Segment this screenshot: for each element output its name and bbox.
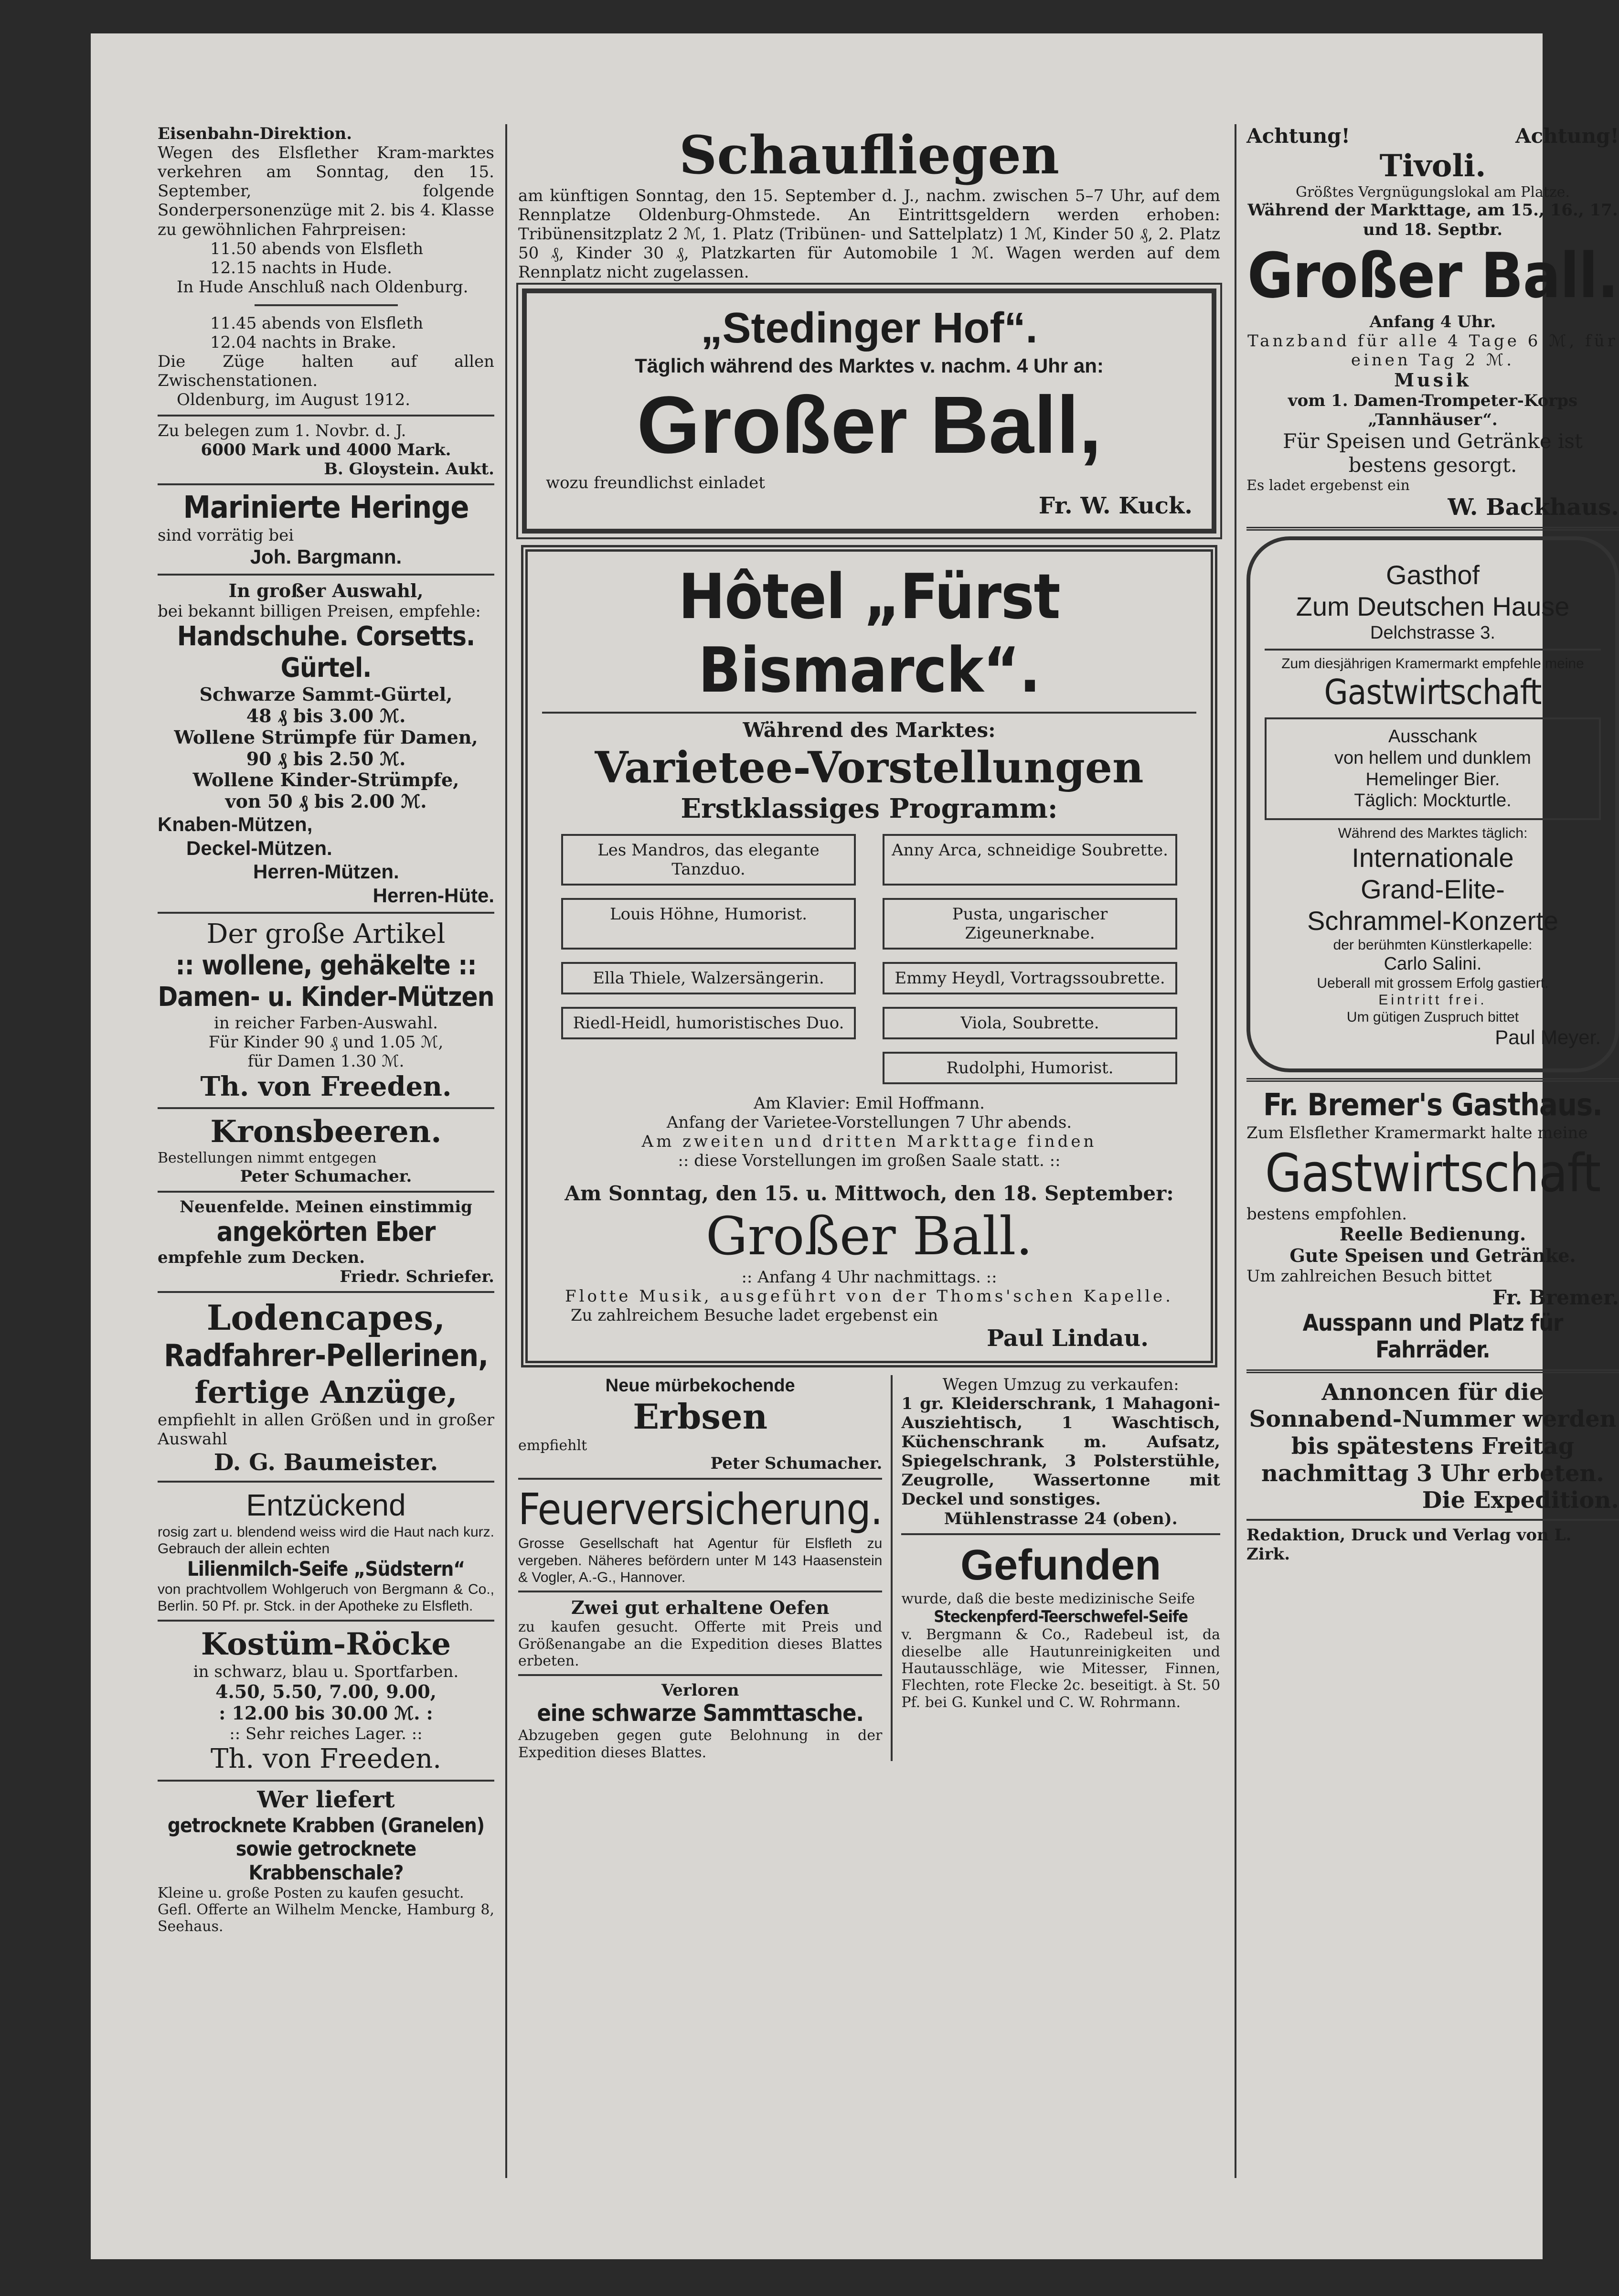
ad-text: Mühlenstrasse 24 (oben). — [944, 1509, 1178, 1528]
ad-text: von 50 ₰ bis 2.00 ℳ. — [225, 790, 427, 812]
ad-text: Delchstrasse 3. — [1370, 622, 1495, 643]
ad-title: Wer liefert — [257, 1786, 395, 1814]
ad-text: Carlo Salini. — [1384, 954, 1482, 974]
ad-belegen — [158, 421, 494, 479]
sub-column-left — [518, 1375, 893, 1761]
ad-headline: Erstklassiges Programm: — [681, 792, 1058, 824]
ad-headline: sowie getrocknete Krabbenschale? — [235, 1837, 416, 1884]
ad-text: von prachtvollem Wohlgeruch von Bergmann & Co., Berlin. 50 Pf. pr. Stck. in der Apotheke zu Elsfleth. — [158, 1581, 494, 1614]
act-cell: Riedl-Heidl, humoristisches Duo. — [561, 1007, 856, 1039]
ad-headline: getrocknete Krabben (Granelen) — [167, 1813, 485, 1837]
ad-title: Zum Deutschen Hause — [1296, 591, 1570, 621]
column-right — [1246, 124, 1619, 1564]
ad-text: für Damen 1.30 ℳ. — [247, 1051, 405, 1071]
ad-annoncen — [1246, 1379, 1619, 1514]
ad-text: v. Bergmann & Co., Radebeul ist, da dieselbe alle Hautunreinigkeiten und Hautausschläge, wie Mitesser, Finnen, Flechten, rote Flecke 2c. beseitigt. à St. 50 Pf. bei G. Kunkel und C. W. Rohrmann. — [901, 1626, 1220, 1711]
ad-signature: Joh. Bargmann. — [250, 545, 402, 568]
ad-deutsches-haus — [1246, 536, 1619, 1072]
ad-text: Achtung! — [1515, 124, 1619, 148]
ad-text: Während des Marktes täglich: — [1338, 825, 1528, 842]
ad-title: Feuerversicherung. — [518, 1484, 883, 1535]
ad-signature: B. Gloystein. Aukt. — [324, 459, 494, 479]
ad-signature: Friedr. Schriefer. — [340, 1267, 494, 1287]
ad-krabben — [158, 1786, 494, 1935]
ad-title: Marinierte Heringe — [183, 490, 469, 525]
ad-signature: Fr. Bremer. — [1492, 1286, 1619, 1310]
ad-text: 48 ₰ bis 3.00 ℳ. — [246, 705, 406, 726]
ad-text: Größtes Vergnügungslokal am Platze. — [1296, 184, 1570, 201]
ad-text: empfiehlt in allen Größen und in großer Auswahl — [158, 1410, 494, 1449]
column-rule-1 — [505, 124, 507, 2178]
ad-title: „Stedinger Hof“. — [701, 304, 1038, 352]
ad-text: Neue mürbekochende — [605, 1375, 795, 1396]
ad-text: der berühmten Künstlerkapelle: — [1333, 937, 1533, 953]
ad-text: 4.50, 5.50, 7.00, 9.00, — [215, 1681, 437, 1703]
ad-headline: Gastwirtschaft — [1324, 672, 1542, 712]
ad-title: Kronsbeeren. — [210, 1113, 442, 1150]
ad-text: 12.04 nachts in Brake. — [210, 333, 396, 352]
ad-text: Tanzband für alle 4 Tage 6 ℳ, für einen Tag 2 ℳ. — [1247, 331, 1618, 370]
ad-signature: Paul Meyer. — [1495, 1026, 1601, 1049]
ad-title: Gefunden — [960, 1541, 1161, 1589]
ad-text: bestens empfohlen. — [1246, 1205, 1407, 1224]
ad-text: Zu zahlreichem Besuche ladet ergebenst ein — [571, 1306, 938, 1325]
ad-entzueckend — [158, 1487, 494, 1615]
ad-text: :: diese Vorstellungen im großen Saale statt. :: — [678, 1151, 1061, 1171]
ad-text: Während der Markttage, am 15., 16., 17. und 18. Septbr. — [1247, 201, 1618, 239]
ad-text: Am Klavier: Emil Hoffmann. — [754, 1094, 985, 1113]
ad-text: bei bekannt billigen Preisen, empfehle: — [158, 601, 481, 621]
acts-grid — [561, 834, 1177, 1084]
ad-text: 6000 Mark und 4000 Mark. — [201, 440, 451, 459]
ad-title: Kostüm-Röcke — [201, 1626, 451, 1662]
ad-signature: Peter Schumacher. — [240, 1166, 412, 1186]
ad-text: 12.15 nachts in Hude. — [210, 258, 392, 278]
ad-kronsbeeren — [158, 1114, 494, 1186]
ad-text: Oldenburg, im August 1912. — [177, 390, 411, 410]
ad-tivoli — [1246, 124, 1619, 521]
ad-title: Schaufliegen — [679, 124, 1060, 186]
ad-text: Wegen Umzug zu verkaufen: — [942, 1375, 1179, 1394]
ad-text: Wollene Strümpfe für Damen, — [174, 726, 478, 748]
ad-headline: Schrammel-Konzerte — [1307, 905, 1558, 936]
ad-text: 11.45 abends von Elsfleth — [210, 313, 424, 333]
ad-text: Achtung! — [1246, 124, 1350, 148]
ad-text: Herren-Hüte. — [373, 884, 494, 907]
ad-text: 11.50 abends von Elsfleth — [210, 239, 424, 258]
ad-text: Zum diesjährigen Kramermarkt empfehle meine — [1281, 655, 1584, 672]
ad-text: In großer Auswahl, — [228, 580, 424, 602]
ad-text: :: Sehr reiches Lager. :: — [229, 1724, 423, 1744]
ad-text: Neuenfelde. Meinen einstimmig — [180, 1197, 472, 1217]
ad-signature: W. Backhaus. — [1448, 493, 1619, 521]
sub-column-right — [893, 1375, 1220, 1761]
ad-text: Ausschank — [1388, 726, 1477, 747]
ad-fuerst-bismarck — [521, 545, 1217, 1367]
ad-signature: Th. von Freeden. — [200, 1070, 452, 1102]
act-cell: Anny Arca, schneidige Soubrette. — [883, 834, 1177, 886]
imprint: Redaktion, Druck und Verlag von L. Zirk. — [1246, 1525, 1572, 1564]
ad-signature: Fr. W. Kuck. — [1038, 492, 1193, 519]
column-rule-2 — [1235, 124, 1236, 2178]
ad-text: empfiehlt — [518, 1437, 587, 1454]
ad-signature: Die Expedition. — [1422, 1487, 1619, 1514]
ad-text: Für Speisen und Getränke ist bestens gesorgt. — [1283, 429, 1583, 477]
ad-headline: Damen- u. Kinder-Mützen — [158, 982, 494, 1013]
ad-text: am künftigen Sonntag, den 15. September d. J., nachm. zwischen 5–7 Uhr, auf dem Rennplatze Oldenburg-Ohmstede. An Eintrittsgeldern werden erhoben: Tribünensitzplatz 2 ℳ, 1. Platz (Tribünen- und Sattelplatz) 1 ℳ, Kinder 50 ₰, 2. Platz 50 ₰, Kinder 30 ₰, Platzkarten für Automobile 1 ℳ. Wagen werden auf dem Rennplatz nicht zugelassen. — [518, 186, 1220, 282]
ad-title: Hôtel „Fürst Bismarck“. — [678, 560, 1060, 706]
ad-text: in reicher Farben-Auswahl. — [214, 1013, 438, 1033]
ad-title: Lodencapes, — [206, 1297, 446, 1338]
ad-title: Zwei gut erhaltene Oefen — [571, 1597, 830, 1619]
ad-text: Kleine u. große Posten zu kaufen gesucht. — [158, 1884, 464, 1901]
ad-text: Täglich: Mockturtle. — [1354, 790, 1512, 811]
ad-text: Grosse Gesellschaft hat Agentur für Elsfleth zu vergeben. Näheres befördern unter M 143 Haasenstein & Vogler, A.-G., Hannover. — [518, 1536, 883, 1585]
newspaper-page — [91, 33, 1619, 2259]
ad-text: Anfang der Varietee-Vorstellungen 7 Uhr abends. — [666, 1113, 1072, 1132]
ad-text: zu kaufen gesucht. Offerte mit Preis und Größenangabe an die Expedition dieses Blattes erbeten. — [518, 1619, 883, 1669]
ad-text: Bestellungen nimmt entgegen — [158, 1150, 377, 1167]
ad-text: Annoncen für die Sonnabend-Nummer werden bis spätestens Freitag nachmittag 3 Uhr erbeten. — [1249, 1378, 1617, 1487]
ad-text: Zum Elsflether Kramermarkt halte meine — [1246, 1123, 1588, 1143]
ad-title: Tivoli. — [1379, 148, 1486, 184]
ad-text: wurde, daß die beste medizinische Seife — [901, 1590, 1195, 1607]
ad-headline: Lilienmilch-Seife „Südstern“ — [187, 1557, 465, 1581]
ad-schaufliegen — [518, 124, 1220, 282]
ad-headline: Steckenpferd-Teerschwefel-Seife — [934, 1607, 1188, 1627]
ad-text: Die Züge halten auf allen Zwischenstationen. — [158, 352, 494, 391]
ad-text: : 12.00 bis 30.00 ℳ. : — [219, 1702, 433, 1724]
ad-text: Wegen des Elsflether Kram-marktes verkehren am Sonntag, den 15. September, folgende Sonderpersonenzüge mit 2. bis 4. Klasse zu gewöhnlichen Fahrpreisen: — [158, 143, 494, 239]
ad-text: Schwarze Sammt-Gürtel, — [199, 683, 453, 705]
ad-text: 1 gr. Kleiderschrank, 1 Mahagoni-Ausziehtisch, 1 Waschtisch, Küchenschrank m. Aufsatz, Spiegelschrank, 3 Polsterstühle, Zeugrolle, Wassertonne mit Deckel und sonstiges. — [901, 1394, 1220, 1509]
ad-text: Für Kinder 90 ₰ und 1.05 ℳ, — [208, 1032, 444, 1052]
ad-text: Anfang 4 Uhr. — [1369, 312, 1496, 332]
ad-text: Deckel-Mützen. — [186, 836, 332, 859]
column-left — [158, 124, 494, 1937]
ad-text: Es ladet ergebenst ein — [1246, 477, 1410, 494]
ad-signature: Th. von Freeden. — [211, 1743, 441, 1775]
act-cell: Emmy Heydl, Vortragssoubrette. — [883, 962, 1177, 994]
ad-signature: Paul Lindau. — [987, 1325, 1149, 1352]
ad-headline: Varietee-Vorstellungen — [595, 742, 1144, 793]
ad-text: Abzugeben gegen gute Belohnung in der Expedition dieses Blattes. — [518, 1727, 883, 1761]
ad-headline: Handschuhe. Corsetts. Gürtel. — [177, 620, 475, 684]
ad-text: vom 1. Damen-Trompeter-Korps „Tannhäuser“. — [1288, 391, 1578, 430]
ad-headline: Internationale — [1352, 842, 1514, 873]
ad-headline: Radfahrer-Pellerinen, — [164, 1338, 488, 1374]
ad-stedinger-hof — [522, 288, 1216, 534]
ad-text: Flotte Musik, ausgeführt von der Thoms'schen Kapelle. — [565, 1286, 1173, 1306]
ad-eber — [158, 1197, 494, 1286]
ad-text: Eintritt frei. — [1378, 992, 1487, 1008]
ad-loden — [158, 1298, 494, 1476]
ad-bremer — [1246, 1088, 1619, 1364]
ad-eisenbahn — [158, 124, 494, 410]
ad-text: Herren-Mützen. — [253, 860, 399, 883]
ad-artikel — [158, 918, 494, 1102]
ad-text: Musik — [1394, 369, 1471, 391]
ad-headline: :: wollene, gehäkelte :: — [175, 950, 477, 982]
ad-text: Am zweiten und dritten Markttage finden — [641, 1132, 1097, 1152]
ad-headline: Gastwirtschaft — [1265, 1143, 1601, 1204]
ad-text: Am Sonntag, den 15. u. Mittwoch, den 18. September: — [565, 1182, 1174, 1206]
ad-title: Fr. Bremer's Gasthaus. — [1263, 1087, 1603, 1123]
ad-kostuem — [158, 1626, 494, 1775]
ad-text: In Hude Anschluß nach Oldenburg. — [177, 277, 469, 297]
ad-text: Um gütigen Zuspruch bittet — [1346, 1009, 1519, 1025]
ad-text: Gefl. Offerte an Wilhelm Mencke, Hamburg 8, Seehaus. — [158, 1901, 494, 1935]
act-cell: Les Mandros, das elegante Tanzduo. — [561, 834, 856, 886]
ad-headline: fertige Anzüge, — [194, 1374, 458, 1410]
ad-text: empfehle zum Decken. — [158, 1248, 365, 1268]
ad-text: Hemelinger Bier. — [1365, 769, 1500, 790]
ad-title: Verloren — [661, 1681, 739, 1700]
ad-text: in schwarz, blau u. Sportfarben. — [193, 1662, 459, 1682]
ad-text: 90 ₰ bis 2.50 ℳ. — [246, 748, 406, 769]
ad-signature: D. G. Baumeister. — [213, 1449, 438, 1476]
ad-text: von hellem und dunklem — [1334, 748, 1531, 768]
ad-text: Täglich während des Marktes v. nachm. 4 Uhr an: — [635, 354, 1104, 377]
ad-text: Ueberall mit grossem Erfolg gastiert. — [1317, 975, 1549, 992]
ad-headline: Grand-Elite- — [1361, 874, 1505, 904]
ad-text: Knaben-Mützen, — [158, 813, 313, 836]
ad-text: Reelle Bedienung. — [1339, 1223, 1526, 1245]
ad-box — [1265, 717, 1601, 820]
ad-headline: Großer Ball, — [637, 380, 1102, 471]
ad-text: wozu freundlichst einladet — [546, 473, 765, 492]
bottom-center-ads — [518, 1375, 1220, 1761]
ad-title: Entzückend — [246, 1488, 406, 1523]
ad-text: sind vorrätig bei — [158, 526, 294, 545]
ad-text: Gute Speisen und Getränke. — [1289, 1245, 1576, 1267]
ad-text: :: Anfang 4 Uhr nachmittags. :: — [741, 1267, 997, 1287]
ad-headline: Großer Ball. — [705, 1205, 1033, 1267]
ad-text: Wollene Kinder-Strümpfe, — [192, 769, 459, 791]
ad-headline: Großer Ball. — [1247, 239, 1619, 312]
ad-text: Während des Marktes: — [743, 718, 996, 742]
ad-text: Um zahlreichen Besuch bittet — [1246, 1266, 1492, 1286]
ad-auswahl — [158, 580, 494, 907]
ad-headline: Ausspann und Platz für Fahrräder. — [1302, 1309, 1563, 1364]
ad-title: Gasthof — [1385, 559, 1480, 590]
act-cell: Viola, Soubrette. — [883, 1007, 1177, 1039]
ad-text: Zu belegen zum 1. Novbr. d. J. — [158, 421, 406, 440]
act-cell: Pusta, ungarischer Zigeunerknabe. — [883, 898, 1177, 950]
column-center — [518, 124, 1220, 1761]
ad-headline: Erbsen — [633, 1396, 768, 1437]
ad-title: Eisenbahn-Direktion. — [158, 124, 352, 143]
ad-headline: eine schwarze Sammttasche. — [537, 1700, 863, 1727]
act-cell: Ella Thiele, Walzersängerin. — [561, 962, 856, 994]
ad-text: rosig zart u. blendend weiss wird die Haut nach kurz. Gebrauch der allein echten — [158, 1524, 494, 1557]
ad-title: Der große Artikel — [206, 918, 446, 950]
ad-signature: Peter Schumacher. — [710, 1453, 883, 1473]
ad-headline: angekörten Eber — [216, 1217, 436, 1248]
act-cell: Rudolphi, Humorist. — [883, 1052, 1177, 1084]
ad-heringe — [158, 490, 494, 569]
act-cell: Louis Höhne, Humorist. — [561, 898, 856, 950]
